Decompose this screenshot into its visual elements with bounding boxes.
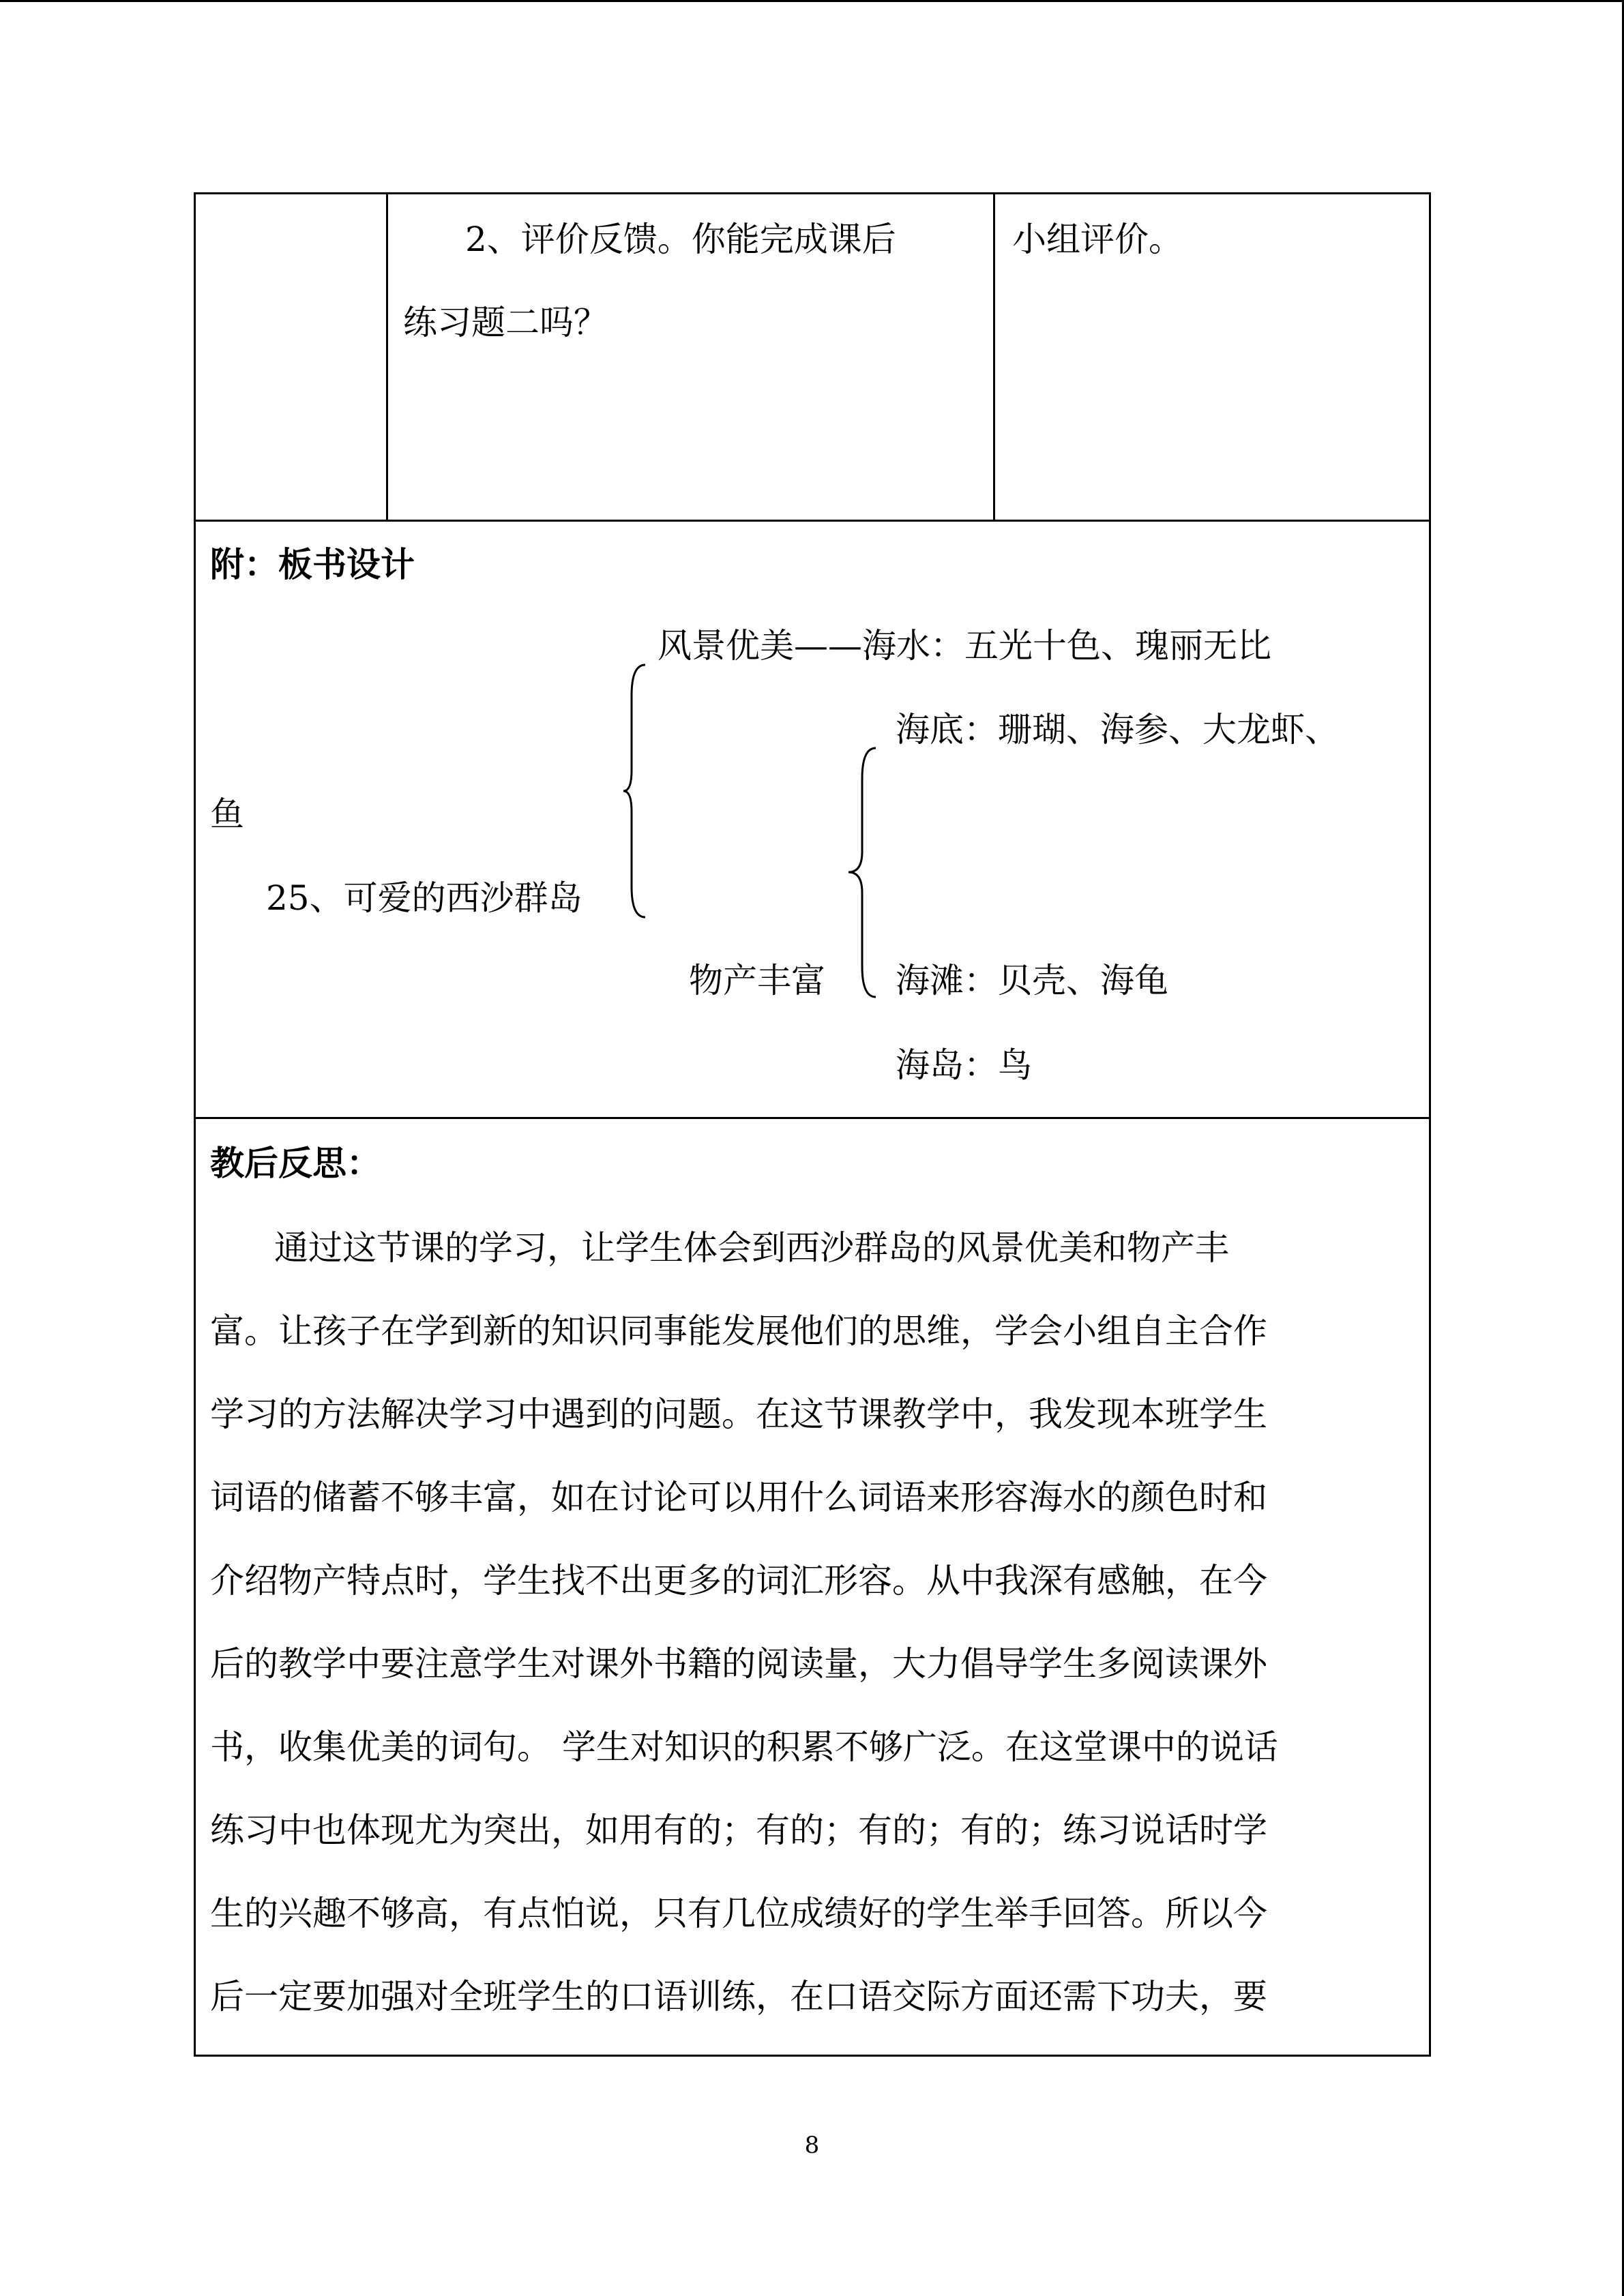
reflection-line-9: 生的兴趣不够高，有点怕说，只有几位成绩好的学生举手回答。所以今 xyxy=(210,1894,1267,1933)
page-number: 8 xyxy=(804,2132,820,2159)
evaluation-task-line1: 2、评价反馈。你能完成课后 xyxy=(465,220,896,259)
row-divider-2 xyxy=(194,1117,1431,1119)
activity-text: 小组评价。 xyxy=(1012,220,1183,259)
lesson-title: 25、可爱的西沙群岛 xyxy=(266,878,582,918)
reflection-line-2: 富。让孩子在学到新的知识同事能发展他们的思维，学会小组自主合作 xyxy=(210,1311,1267,1351)
products-label: 物产丰富 xyxy=(689,961,825,1000)
top-border-line xyxy=(0,0,1624,2)
reflection-line-4: 词语的储蓄不够丰富，如在讨论可以用什么词语来形容海水的颜色时和 xyxy=(210,1478,1267,1517)
table-top-border xyxy=(194,192,1431,194)
lesson-plan-table xyxy=(194,192,1431,2057)
table-right-border xyxy=(1429,192,1431,2057)
reflection-line-8: 练习中也体现尤为突出，如用有的；有的；有的；有的；练习说话时学 xyxy=(210,1810,1267,1850)
row-divider-1 xyxy=(194,520,1431,522)
right-brace xyxy=(847,745,888,1000)
scenery-line: 风景优美——海水：五光十色、瑰丽无比 xyxy=(658,626,1271,666)
island-line: 海岛：鸟 xyxy=(896,1045,1032,1085)
board-design-heading: 附：板书设计 xyxy=(210,545,415,584)
reflection-line-6: 后的教学中要注意学生对课外书籍的阅读量，大力倡导学生多阅读课外 xyxy=(210,1644,1267,1684)
evaluation-task-line2: 练习题二吗？ xyxy=(403,303,608,342)
table-left-border xyxy=(194,192,196,2057)
seabed-line-wrap: 鱼 xyxy=(210,794,244,834)
column-divider-1 xyxy=(386,192,388,521)
reflection-line-5: 介绍物产特点时，学生找不出更多的词汇形容。从中我深有感触，在今 xyxy=(210,1561,1267,1600)
reflection-line-7: 书，收集优美的词句。 学生对知识的积累不够广泛。在这堂课中的说话 xyxy=(210,1727,1278,1767)
table-bottom-border xyxy=(194,2055,1431,2057)
reflection-heading: 教后反思： xyxy=(210,1144,381,1183)
column-divider-2 xyxy=(993,192,995,521)
reflection-line-3: 学习的方法解决学习中遇到的问题。在这节课教学中，我发现本班学生 xyxy=(210,1395,1267,1434)
seabed-line: 海底：珊瑚、海参、大龙虾、 xyxy=(896,710,1339,749)
left-brace xyxy=(623,661,664,921)
beach-line: 海滩：贝壳、海龟 xyxy=(896,961,1168,1000)
reflection-line-1: 通过这节课的学习，让学生体会到西沙群岛的风景优美和物产丰 xyxy=(274,1228,1229,1268)
reflection-line-10: 后一定要加强对全班学生的口语训练，在口语交际方面还需下功夫，要 xyxy=(210,1977,1267,2016)
